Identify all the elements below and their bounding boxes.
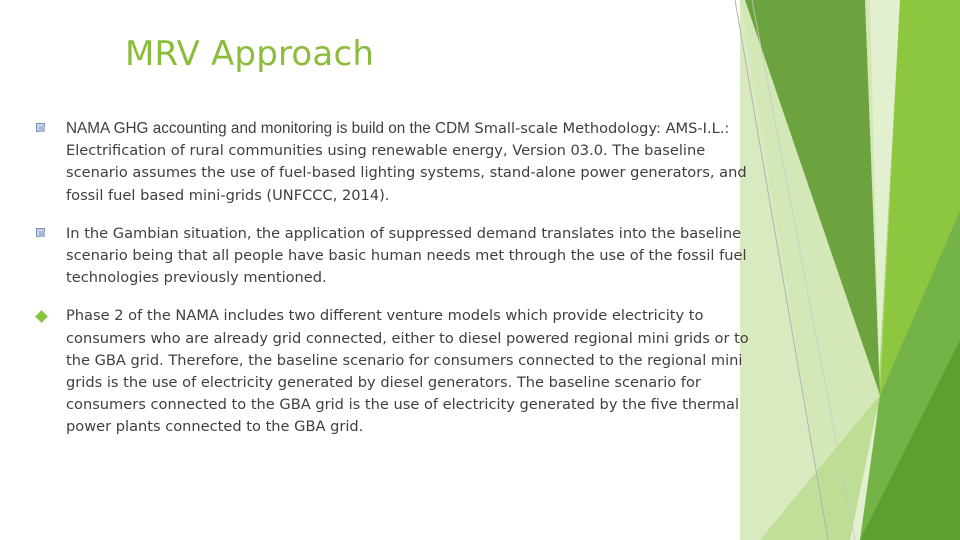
bullet-text: Phase 2 of the NAMA includes two different venture models which provide electricity to consumers who are already grid connected, either to diesel powered regional mini grids or to the GBA grid. Therefore, the baseline scenario for consumers connected to the regional mini grids is the use of electricity generated by diesel generators. The baseline scenario for consumers connected to the GBA grid is the use of electricity generated by the five thermal power plants connected to the GBA grid. [66, 307, 749, 436]
bullet-text: Small-scale Methodology: AMS-I.L.: Electrification of rural communities using renewable energy, Version 03.0. The baseline scenario assumes the use of fuel-based lighting systems, stand-alone power generators, and fossil fuel based mini-grids (UNFCCC, 2014). [66, 120, 747, 204]
square-bullet-icon [36, 228, 45, 237]
diamond-bullet-icon [35, 311, 48, 324]
bullet-lead-text: NAMA GHG accounting and monitoring is build on the CDM [66, 120, 470, 137]
bullet-text: In the Gambian situation, the application of suppressed demand translates into the baseline scenario being that all people have basic human needs met through the use of the fossil fuel technologies previously mentioned. [66, 224, 747, 287]
bullet-item [36, 118, 756, 207]
slide-title: MRV Approach [125, 34, 375, 74]
square-bullet-icon [36, 123, 45, 132]
bullet-item [36, 305, 756, 438]
bullet-list [36, 118, 756, 455]
bullet-item [36, 223, 756, 290]
